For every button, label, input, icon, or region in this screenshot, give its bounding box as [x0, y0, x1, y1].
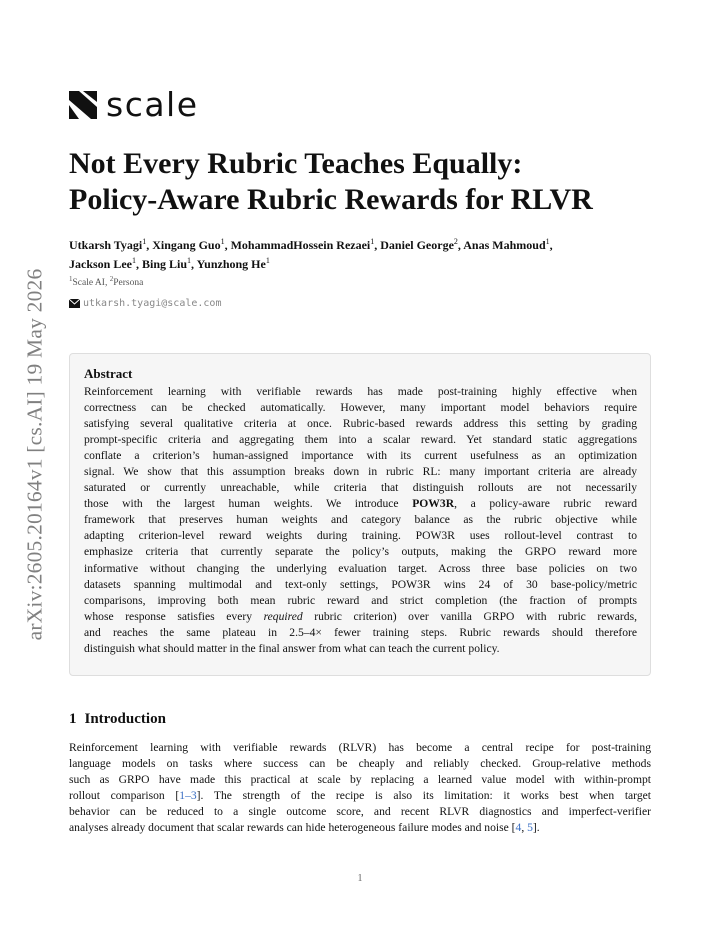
author-name: Bing Liu: [142, 257, 188, 271]
author-affil-sup: 1: [142, 237, 147, 246]
affil-sup-2: 2: [109, 275, 114, 283]
intro-line-text: ].: [532, 821, 540, 835]
title-line-2: Policy-Aware Rubric Rewards for RLVR: [69, 183, 593, 216]
abstract-line: signal. We show that this assumption breaks down in rubric RL: many important criteria are already: [84, 465, 637, 479]
abstract-line-text: whose response satisfies every: [84, 609, 264, 623]
abstract-line: datasets spanning multimodal and text-only settings, POW3R wins 24 of 30 base-policy/metric: [84, 577, 637, 591]
author-affil-sup: 2: [453, 237, 458, 246]
abstract-line: correctness can be checked automatically. However, many important model behaviors require: [84, 401, 637, 415]
logo-wordmark: scale: [106, 85, 199, 124]
citation-link[interactable]: 1: [179, 789, 186, 803]
author-affil-sup: 1: [265, 256, 270, 265]
abstract-line: [84, 496, 637, 512]
affil-2: Persona: [113, 278, 144, 289]
author-name: Utkarsh Tyagi: [69, 238, 143, 252]
author-affil-sup: 1: [220, 237, 225, 246]
author-name: Jackson Lee: [69, 257, 132, 271]
intro-line-text: analyses already document that scalar rewards can hide heterogeneous failure modes and noise [: [69, 821, 516, 835]
abstract-line: and reaches the same plateau in 2.5–4× fewer training steps. Rubric rewards should therefore: [84, 625, 637, 639]
intro-line: such as GRPO have made this practical at scale by replacing a learned value model with within-prompt: [69, 773, 651, 787]
abstract-box: [69, 353, 651, 676]
abstract-line: prompt-specific criteria and aggregating them into a scalar reward. Yet standard static aggregations: [84, 433, 637, 447]
author-affil-sup: 1: [370, 237, 375, 246]
section-heading: [69, 711, 166, 728]
citation-link[interactable]: 4: [515, 821, 522, 835]
arxiv-identifier: arXiv:2605.20164v1 [cs.AI] 19 May 2026: [22, 268, 47, 640]
introduction-text: [69, 740, 651, 836]
author-name: Yunzhong He: [196, 257, 266, 271]
affil-1: Scale AI,: [72, 278, 110, 289]
arxiv-sidebar-stamp: [20, 262, 50, 646]
intro-line: behavior can be reduced to a single outcome score, and recent RLVR diagnostics and imperfect-verifier: [69, 805, 651, 819]
author-affil-sup: 1: [187, 256, 192, 265]
abstract-line: saturated or currently unreachable, while criteria that distinguish rollouts are not necessarily: [84, 481, 637, 495]
intro-line: [69, 820, 651, 836]
author-list: Utkarsh Tyagi$^1$, Xingang Guo$^1$, MohammadHossein Rezaei$^1$, Daniel George$^2$, Anas Mahmoud$^1$, Jackson Lee$^1$, Bing Liu$^1$, Yunzhong He$^1$: [69, 237, 553, 271]
section-title: Introduction: [84, 711, 166, 727]
author-affil-sup: 1: [545, 237, 550, 246]
page-number: 1: [357, 873, 363, 884]
abstract-line-text: those with the largest human weights. We introduce: [84, 497, 413, 511]
citation-link[interactable]: 5: [527, 821, 533, 835]
abstract-heading: Abstract: [84, 366, 133, 381]
intro-line: language models on tasks where success can be cheaply and reliably checked. Group-relative methods: [69, 757, 651, 771]
intro-line-text: rollout comparison [: [69, 789, 180, 803]
paper-title: [69, 146, 659, 218]
abstract-line: Reinforcement learning with verifiable rewards has made post-training highly effective when: [84, 385, 637, 398]
intro-line: Reinforcement learning with verifiable rewards (RLVR) has become a central recipe for post-training: [69, 741, 651, 754]
author-name: Daniel George: [380, 238, 454, 252]
abstract-line: emphasize criteria that currently separate the policy’s outputs, making the GRPO reward more: [84, 545, 637, 559]
scale-logo-mark-icon: [69, 91, 97, 119]
abstract-line: adapting criterion-level reward weights during training. POW3R uses rollout-level contrast to: [84, 529, 637, 543]
citation-separator: ,: [521, 821, 528, 835]
affiliations: [69, 275, 143, 288]
abstract-line: comparisons, improving both mean rubric reward and strict completion (the fraction of prompts: [84, 593, 637, 607]
abstract-line: conflate a criterion’s human-assigned importance with its current usefulness as an optimization: [84, 449, 637, 463]
author-name: Xingang Guo: [152, 238, 221, 252]
abstract-line-text: , a policy-aware rubric reward: [454, 497, 637, 511]
affil-sup-1: 1: [69, 275, 73, 283]
intro-line-text: ]. The strength of the recipe is also its limitation: it works best when target: [196, 789, 651, 803]
abstract-line: satisfying several qualitative criteria at once. Rubric-based rewards address this setting by grading: [84, 417, 637, 431]
abstract-line: informative without changing the underlying evaluation target. Across three base policies on two: [84, 561, 637, 575]
abstract-line: distinguish what should matter in the final answer from what can teach the current policy.: [84, 641, 500, 655]
section-number: 1: [69, 711, 77, 727]
citation-link[interactable]: 3: [190, 789, 197, 803]
citation-range-dash: –: [185, 789, 191, 803]
abstract-line-text: rubric criterion) over vanilla GRPO with rubric rewards,: [302, 609, 637, 623]
method-name: POW3R: [412, 497, 455, 511]
email-address[interactable]: utkarsh.tyagi@scale.com: [83, 298, 222, 309]
title-line-1: Not Every Rubric Teaches Equally:: [69, 147, 523, 180]
scale-logo: [69, 85, 199, 124]
emphasis-required: required: [263, 609, 303, 623]
abstract-line: [84, 609, 637, 625]
author-name: MohammadHossein Rezaei: [230, 238, 371, 252]
contact-email[interactable]: [69, 298, 221, 309]
abstract-text: [84, 384, 637, 657]
abstract-line: framework that preserves human weights and category balance as the rubric objective while: [84, 513, 637, 527]
author-name: Anas Mahmoud: [463, 238, 546, 252]
author-affil-sup: 1: [132, 256, 136, 265]
envelope-icon: [69, 299, 80, 308]
intro-line: [69, 788, 651, 804]
